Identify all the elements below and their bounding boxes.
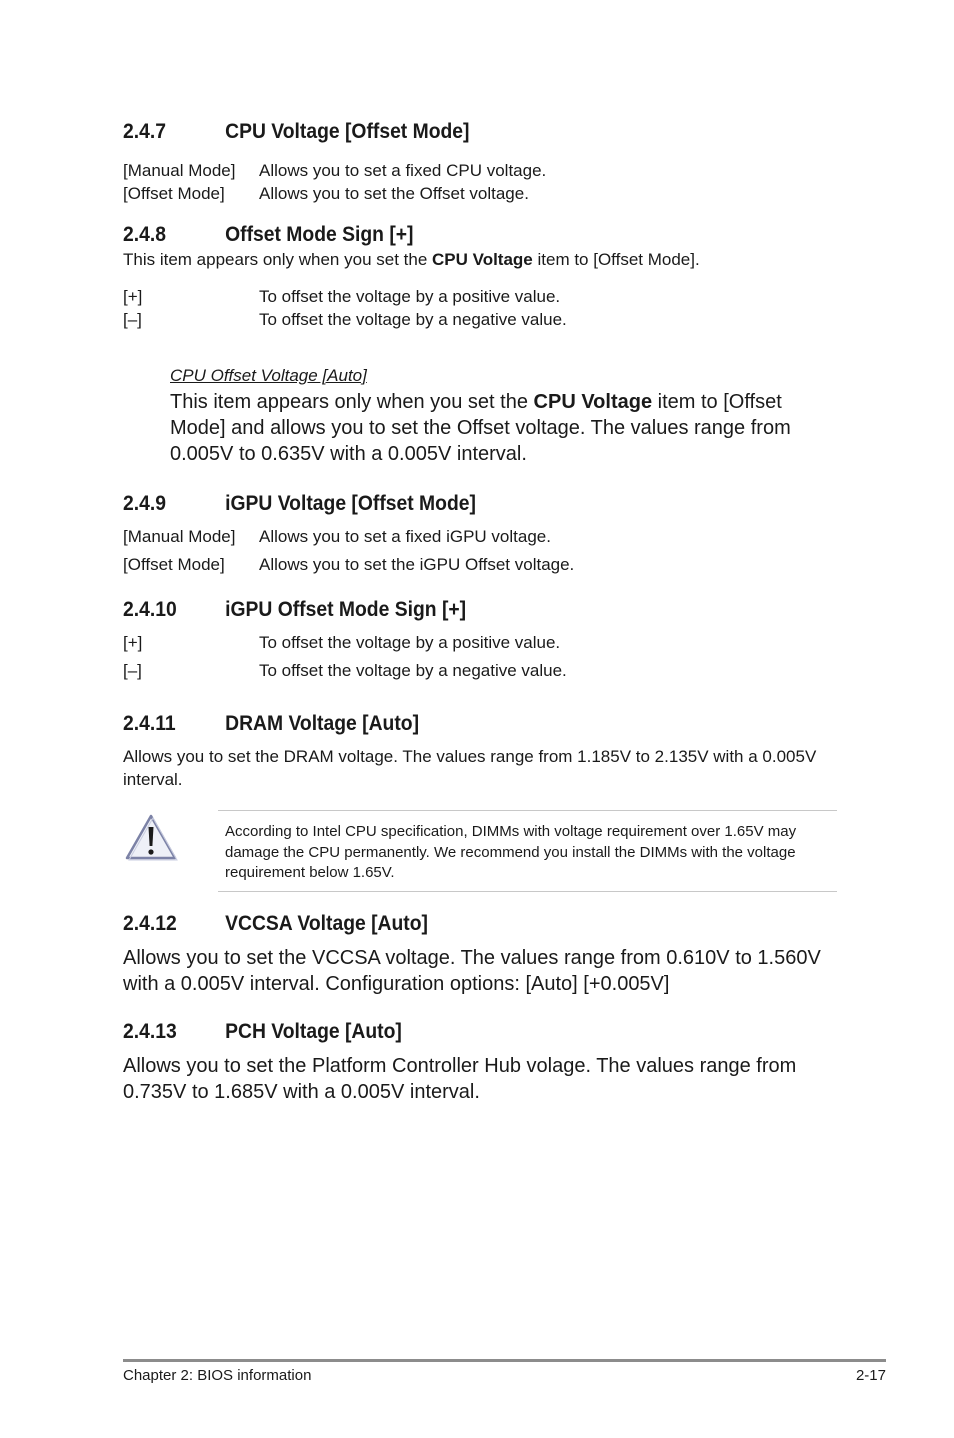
section-number: 2.4.11	[123, 712, 176, 735]
section-body: Allows you to set the VCCSA voltage. The values range from 0.610V to 1.560V with a 0.005V interval. Configuration options: [Auto] [+0.005V]	[123, 947, 821, 995]
section-title: DRAM Voltage [Auto]	[225, 712, 420, 735]
section-number: 2.4.10	[123, 598, 177, 621]
option-desc: Allows you to set the Offset voltage.	[259, 184, 529, 203]
section-title: Offset Mode Sign [+]	[225, 223, 414, 246]
footer-chapter: Chapter 2: BIOS information	[123, 1367, 312, 1384]
heading-2-4-10	[123, 598, 466, 622]
section-intro: This item appears only when you set the CPU Voltage item to [Offset Mode].	[123, 250, 700, 269]
footer-divider	[123, 1359, 886, 1362]
section-number: 2.4.7	[123, 120, 166, 143]
heading-2-4-12	[123, 912, 428, 936]
heading-2-4-8	[123, 223, 413, 247]
warning-triangle-icon	[124, 812, 178, 862]
option-desc: To offset the voltage by a negative value.	[259, 661, 567, 680]
section-title: iGPU Voltage [Offset Mode]	[225, 492, 476, 515]
section-title: iGPU Offset Mode Sign [+]	[225, 598, 467, 621]
heading-2-4-11	[123, 712, 419, 736]
section-number: 2.4.9	[123, 492, 166, 515]
option-key: [+]	[123, 633, 143, 652]
heading-2-4-13	[123, 1020, 402, 1044]
heading-2-4-7	[123, 120, 469, 144]
section-title: VCCSA Voltage [Auto]	[225, 912, 428, 935]
heading-2-4-9	[123, 492, 476, 516]
option-desc: To offset the voltage by a negative value.	[259, 310, 567, 329]
option-desc: Allows you to set the iGPU Offset voltage.	[259, 555, 575, 574]
section-number: 2.4.8	[123, 223, 166, 246]
option-key: [–]	[123, 661, 142, 680]
option-key: [+]	[123, 287, 143, 306]
bold-term: CPU Voltage	[432, 250, 533, 269]
option-desc: Allows you to set a fixed CPU voltage.	[259, 161, 547, 180]
option-key: [Manual Mode]	[123, 161, 236, 180]
option-desc: Allows you to set a fixed iGPU voltage.	[259, 527, 551, 546]
section-body-line: interval.	[123, 770, 183, 789]
bold-term: CPU Voltage	[533, 391, 653, 413]
section-title: CPU Voltage [Offset Mode]	[225, 120, 470, 143]
footer-page-number: 2-17	[855, 1367, 886, 1384]
option-key: [Offset Mode]	[123, 555, 225, 574]
section-number: 2.4.13	[123, 1020, 177, 1043]
option-key: [–]	[123, 310, 142, 329]
note-text: According to Intel CPU specification, DIMMs with voltage requirement over 1.65V may damage the CPU permanently. We recommend you install the DIMMs with the voltage requirement below 1.65V.	[225, 823, 797, 881]
option-key: [Offset Mode]	[123, 184, 225, 203]
section-body-line: Allows you to set the DRAM voltage. The values range from 1.185V to 2.135V with a 0.005V	[123, 747, 817, 766]
note-box	[218, 810, 837, 892]
subitem-body: This item appears only when you set the CPU Voltage item to [Offset Mode] and allows you to set the Offset voltage. The values range from 0.005V to 0.635V with a 0.005V interval.	[170, 391, 791, 465]
section-body: Allows you to set the Platform Controller Hub volage. The values range from 0.735V to 1.685V with a 0.005V interval.	[123, 1055, 797, 1103]
option-desc: To offset the voltage by a positive value.	[259, 287, 561, 306]
option-key: [Manual Mode]	[123, 527, 236, 546]
subitem-title: CPU Offset Voltage [Auto]	[170, 366, 367, 385]
option-desc: To offset the voltage by a positive value.	[259, 633, 561, 652]
section-title: PCH Voltage [Auto]	[225, 1020, 402, 1043]
section-number: 2.4.12	[123, 912, 177, 935]
